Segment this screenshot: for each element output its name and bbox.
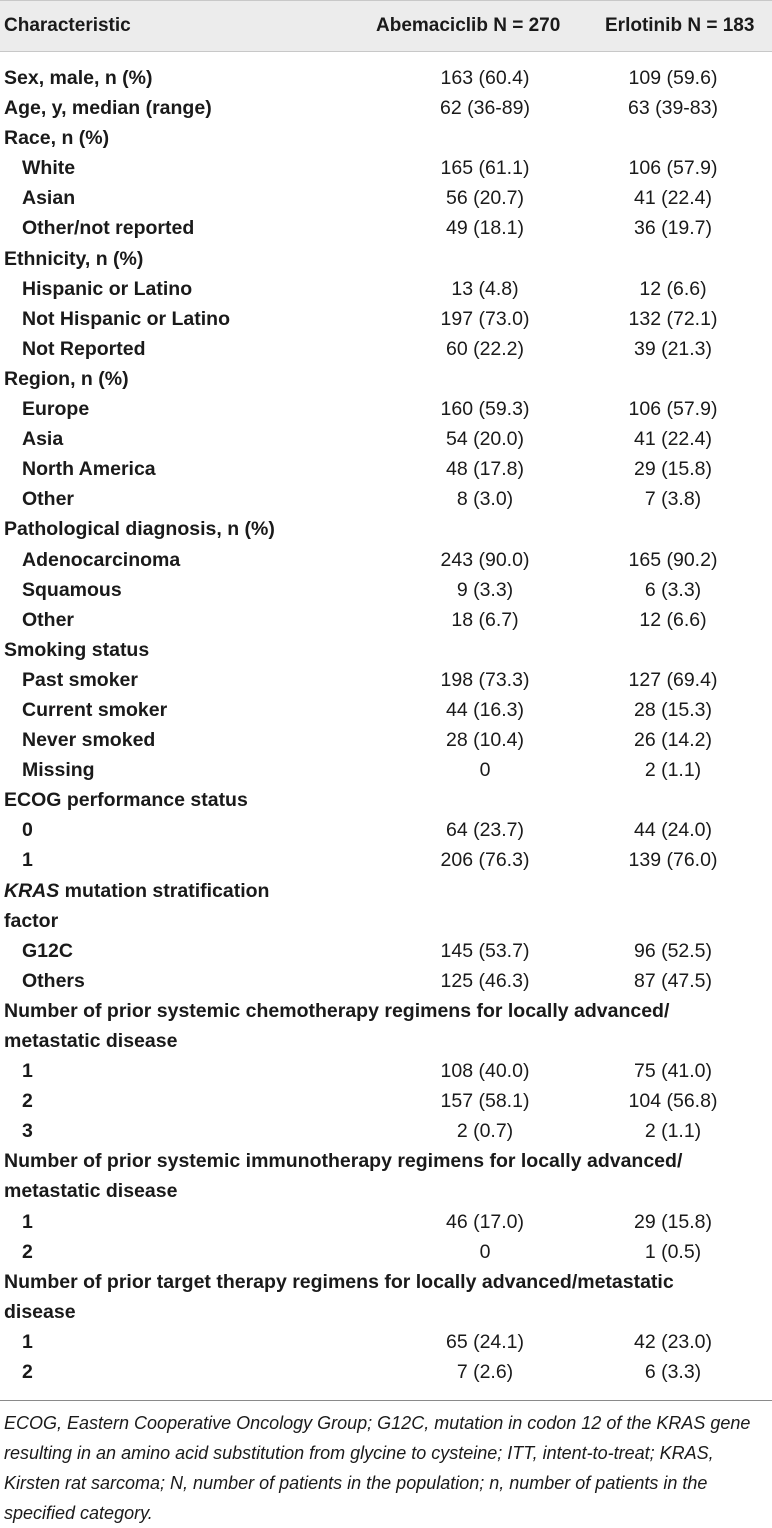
table-footnote: ECOG, Eastern Cooperative Oncology Group; G12C, mutation in codon 12 of the KRAS gene resulting in an amino acid substitution from glycine to cysteine; ITT, intent-to-treat; KRAS, Kirsten rat sarcoma; N, number of patients in the population; n, number of patients in the specified category. [4, 1413, 751, 1523]
table-row [0, 274, 772, 304]
row-label: Smoking status [4, 638, 150, 661]
row-label: Europe [22, 398, 90, 421]
row-label: White [22, 157, 76, 180]
row-label: Hispanic or Latino [22, 277, 193, 300]
row-label: Number of prior systemic immunotherapy regimens for locally advanced/ [4, 1150, 683, 1173]
row-label: Other [22, 608, 75, 631]
table-row [0, 605, 772, 635]
row-label: Missing [22, 759, 95, 782]
table-row [0, 635, 772, 665]
cell-erlotinib: 106 (57.9) [628, 157, 718, 180]
table-header [0, 0, 772, 52]
cell-abemaciclib: 206 (76.3) [440, 849, 530, 872]
table-row [0, 1056, 772, 1086]
cell-abemaciclib: 56 (20.7) [445, 187, 525, 210]
cell-erlotinib: 75 (41.0) [633, 1060, 713, 1083]
cell-abemaciclib: 198 (73.3) [440, 668, 530, 691]
row-label: Sex, male, n (%) [4, 67, 153, 89]
cell-erlotinib: 139 (76.0) [628, 849, 718, 872]
cell-abemaciclib: 65 (24.1) [445, 1330, 525, 1353]
table-row [0, 244, 772, 274]
table-row [0, 213, 772, 243]
cell-abemaciclib: 165 (61.1) [440, 157, 530, 180]
table-row [0, 394, 772, 424]
cell-abemaciclib: 13 (4.8) [451, 277, 519, 300]
cell-erlotinib: 36 (19.7) [633, 217, 713, 240]
row-label: factor [4, 909, 59, 932]
table-row [0, 454, 772, 484]
cell-erlotinib: 106 (57.9) [628, 398, 718, 421]
cell-erlotinib: 1 (0.5) [644, 1240, 702, 1263]
cell-abemaciclib: 145 (53.7) [440, 939, 530, 962]
table-row [0, 183, 772, 213]
table-row [0, 484, 772, 514]
cell-erlotinib: 7 (3.8) [644, 488, 702, 511]
row-label: 1 [22, 1210, 33, 1233]
cell-erlotinib: 29 (15.8) [633, 1210, 713, 1233]
cell-abemaciclib: 9 (3.3) [456, 578, 514, 601]
cell-abemaciclib: 243 (90.0) [440, 548, 530, 571]
table-row [0, 1327, 772, 1357]
row-label: Never smoked [22, 729, 156, 752]
row-label: Not Hispanic or Latino [22, 307, 231, 330]
row-label: Other [22, 488, 75, 511]
table-row [0, 153, 772, 183]
cell-abemaciclib: 49 (18.1) [445, 217, 525, 240]
table-row [0, 936, 772, 966]
cell-erlotinib: 96 (52.5) [633, 939, 713, 962]
cell-erlotinib: 87 (47.5) [633, 969, 713, 992]
row-label: Squamous [22, 578, 122, 601]
table-row [0, 1146, 772, 1176]
cell-abemaciclib: 7 (2.6) [456, 1361, 514, 1384]
row-label: Number of prior target therapy regimens for locally advanced/metastatic [4, 1270, 674, 1293]
cell-erlotinib: 165 (90.2) [628, 548, 718, 571]
cell-erlotinib: 26 (14.2) [633, 729, 713, 752]
row-label: Other/not reported [22, 217, 195, 240]
row-label: Race, n (%) [4, 127, 110, 150]
table-row [0, 424, 772, 454]
cell-erlotinib: 109 (59.6) [628, 67, 718, 89]
table-row [0, 1026, 772, 1056]
table-row [0, 785, 772, 815]
cell-erlotinib: 132 (72.1) [628, 307, 718, 330]
table-row [0, 304, 772, 334]
table-row [0, 1176, 772, 1206]
cell-abemaciclib: 197 (73.0) [440, 307, 530, 330]
table-row [0, 815, 772, 845]
cell-abemaciclib: 28 (10.4) [445, 729, 525, 752]
row-label: Current smoker [22, 698, 168, 721]
row-label: Asian [22, 187, 76, 210]
table-row [0, 1267, 772, 1297]
table-row [0, 996, 772, 1026]
table-row [0, 695, 772, 725]
cell-abemaciclib: 18 (6.7) [451, 608, 519, 631]
cell-erlotinib: 42 (23.0) [633, 1330, 713, 1353]
row-label: 0 [22, 819, 33, 842]
cell-erlotinib: 39 (21.3) [633, 337, 713, 360]
table-row [0, 1086, 772, 1116]
cell-abemaciclib: 0 [479, 759, 491, 782]
table-row [0, 906, 772, 936]
row-label: 2 [22, 1240, 33, 1263]
row-label: 2 [22, 1361, 33, 1384]
row-label [4, 880, 269, 903]
cell-erlotinib: 29 (15.8) [633, 458, 713, 481]
table-row [0, 575, 772, 605]
table-row [0, 876, 772, 906]
row-label: disease [4, 1300, 76, 1323]
cell-abemaciclib: 160 (59.3) [440, 398, 530, 421]
cell-abemaciclib: 157 (58.1) [440, 1090, 530, 1113]
table-row [0, 1116, 772, 1146]
cell-abemaciclib: 125 (46.3) [440, 969, 530, 992]
header-erlotinib: Erlotinib N = 183 [605, 15, 755, 36]
cell-erlotinib: 63 (39-83) [628, 97, 718, 120]
cell-erlotinib: 44 (24.0) [633, 819, 713, 842]
row-label-rest: mutation stratification [59, 879, 270, 902]
row-label: 3 [22, 1120, 33, 1143]
table-row [0, 725, 772, 755]
cell-erlotinib: 2 (1.1) [644, 1120, 702, 1143]
table-row [0, 334, 772, 364]
row-label: Number of prior systemic chemotherapy regimens for locally advanced/ [4, 999, 670, 1022]
cell-erlotinib: 12 (6.6) [639, 277, 707, 300]
cell-abemaciclib: 60 (22.2) [445, 337, 525, 360]
table-row [0, 1357, 772, 1387]
header-abemaciclib: Abemaciclib N = 270 [376, 15, 561, 36]
row-label: Others [22, 969, 85, 992]
table-row [0, 665, 772, 695]
cell-abemaciclib: 62 (36-89) [440, 97, 530, 120]
cell-erlotinib: 2 (1.1) [644, 759, 702, 782]
cell-abemaciclib: 44 (16.3) [445, 698, 525, 721]
row-label: metastatic disease [4, 1180, 178, 1203]
cell-abemaciclib: 0 [479, 1240, 491, 1263]
row-label: metastatic disease [4, 1030, 178, 1052]
row-label: Not Reported [22, 337, 146, 360]
table-row [0, 1237, 772, 1267]
row-label-italic: KRAS [4, 879, 60, 902]
table-row [0, 1207, 772, 1237]
cell-erlotinib: 28 (15.3) [633, 698, 713, 721]
table-row [0, 93, 772, 123]
cell-erlotinib: 6 (3.3) [644, 578, 702, 601]
header-characteristic: Characteristic [4, 15, 131, 36]
cell-abemaciclib: 108 (40.0) [440, 1060, 530, 1083]
cell-erlotinib: 104 (56.8) [628, 1090, 718, 1113]
row-label: 2 [22, 1090, 33, 1113]
cell-abemaciclib: 54 (20.0) [445, 428, 525, 451]
cell-erlotinib: 41 (22.4) [633, 428, 713, 451]
row-label: North America [22, 458, 156, 481]
table-row [0, 545, 772, 575]
table-row [0, 514, 772, 544]
row-label: Asia [22, 428, 64, 451]
row-label: Pathological diagnosis, n (%) [4, 518, 275, 541]
row-label: Age, y, median (range) [4, 97, 212, 120]
cell-erlotinib: 6 (3.3) [644, 1361, 702, 1384]
row-label: 1 [22, 849, 33, 872]
cell-abemaciclib: 2 (0.7) [456, 1120, 514, 1143]
row-label: 1 [22, 1330, 33, 1353]
table-row [0, 63, 772, 93]
cell-erlotinib: 41 (22.4) [633, 187, 713, 210]
row-label: G12C [22, 939, 73, 962]
table-row [0, 123, 772, 153]
cell-abemaciclib: 48 (17.8) [445, 458, 525, 481]
row-label: Adenocarcinoma [22, 548, 181, 571]
table-body [0, 63, 772, 1387]
row-label: Past smoker [22, 668, 138, 691]
cell-abemaciclib: 163 (60.4) [440, 67, 530, 89]
footnote-divider [0, 1400, 772, 1401]
cell-abemaciclib: 64 (23.7) [445, 819, 525, 842]
cell-abemaciclib: 46 (17.0) [445, 1210, 525, 1233]
table-row [0, 1297, 772, 1327]
cell-abemaciclib: 8 (3.0) [456, 488, 514, 511]
table-row [0, 966, 772, 996]
cell-erlotinib: 12 (6.6) [639, 608, 707, 631]
row-label: ECOG performance status [4, 789, 248, 812]
table-row [0, 755, 772, 785]
row-label: Ethnicity, n (%) [4, 247, 144, 270]
row-label: 1 [22, 1060, 33, 1083]
cell-erlotinib: 127 (69.4) [628, 668, 718, 691]
table-row [0, 364, 772, 394]
table-row [0, 845, 772, 875]
row-label: Region, n (%) [4, 367, 129, 390]
